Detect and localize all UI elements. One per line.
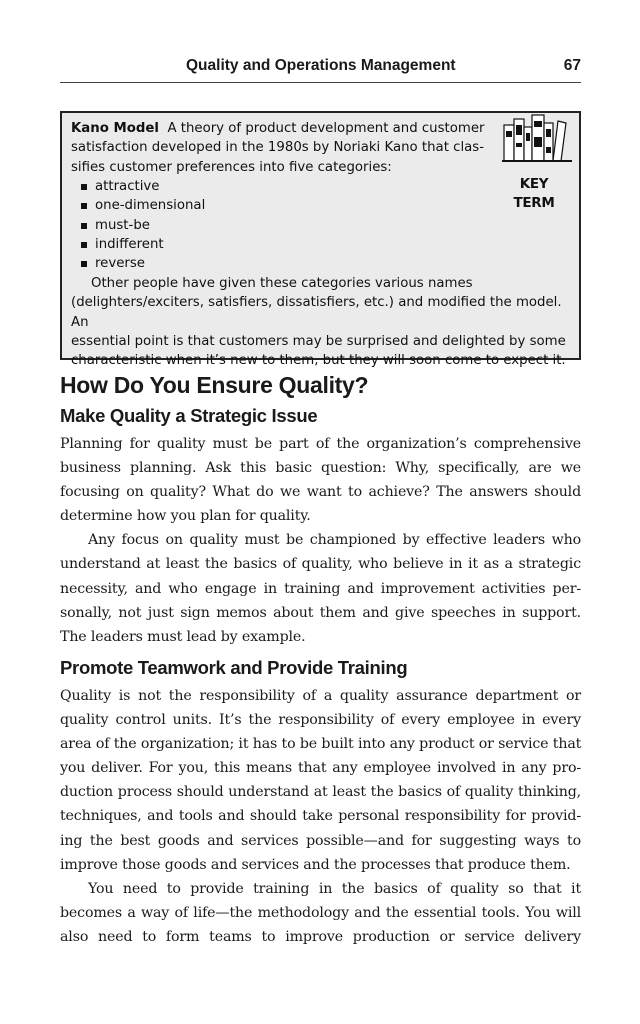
list-item: one-dimensional bbox=[71, 196, 205, 215]
paragraph-teamwork: Quality is not the responsibility of a quality assurance department or quality control units. It’s the responsibility of every employee in every area of the organization; it has to be built into any product or service that you deliver. For you, this means that any employee involved in any pro- duction process should understand at least the basics of quality thinking, techniques, and tools and should take personal responsibility for provid- ing the best goods and services possible—and for suggesting ways to improve those goods and services and the processes that produce them. You need to provide training in the basics of quality so that it becomes a way of life—the methodology and the essential tools. You will also need to form teams to improve production or service delivery bbox=[60, 688, 582, 945]
list-item: attractive bbox=[71, 177, 205, 196]
books-icon bbox=[502, 113, 572, 165]
key-term-note: Other people have given these categories various names (delighters/exciters, satisfiers, dissatisfiers, etc.) and modified the model. An essential point is that customers may be surprised and delighted by some characteristic when it’s new to them, but they will soon come to expect it. bbox=[71, 276, 566, 369]
running-head-title: Quality and Operations Management bbox=[186, 57, 456, 74]
definition-line: A theory of product development and customer bbox=[167, 121, 485, 136]
section-heading: How Do You Ensure Quality? bbox=[60, 372, 369, 398]
key-term-badge: KEY TERM bbox=[513, 176, 555, 212]
category-list bbox=[71, 177, 205, 273]
paragraph-planning: Planning for quality must be part of the organization’s comprehensive business planning. Ask this basic question: Why, specifically, are we focusing on quality? What do we want to achieve? The answers should determine how you plan for quality. Any focus on quality must be championed by effective leaders who understand at least the basics of quality, who believe in it as a strategic necessity, and who engage in training and improvement activities per- sonally, not just sign memos about them and give speeches in support. The leaders must lead by example. bbox=[60, 436, 581, 645]
key-term-box bbox=[60, 111, 581, 369]
list-item: indifferent bbox=[71, 235, 205, 254]
definition-line: satisfaction developed in the 1980s by Noriaki Kano that clas- bbox=[71, 140, 485, 156]
page-number: 67 bbox=[563, 57, 581, 74]
list-item: reverse bbox=[71, 254, 205, 273]
running-header bbox=[60, 56, 581, 83]
definition-line: sifies customer preferences into five categories: bbox=[71, 159, 392, 175]
list-item: must-be bbox=[71, 216, 205, 235]
key-term-name: Kano Model bbox=[71, 121, 159, 136]
subsection-heading-strategic: Make Quality a Strategic Issue bbox=[60, 405, 318, 426]
subsection-heading-teamwork: Promote Teamwork and Provide Training bbox=[60, 657, 408, 678]
key-term-definition bbox=[71, 119, 491, 177]
